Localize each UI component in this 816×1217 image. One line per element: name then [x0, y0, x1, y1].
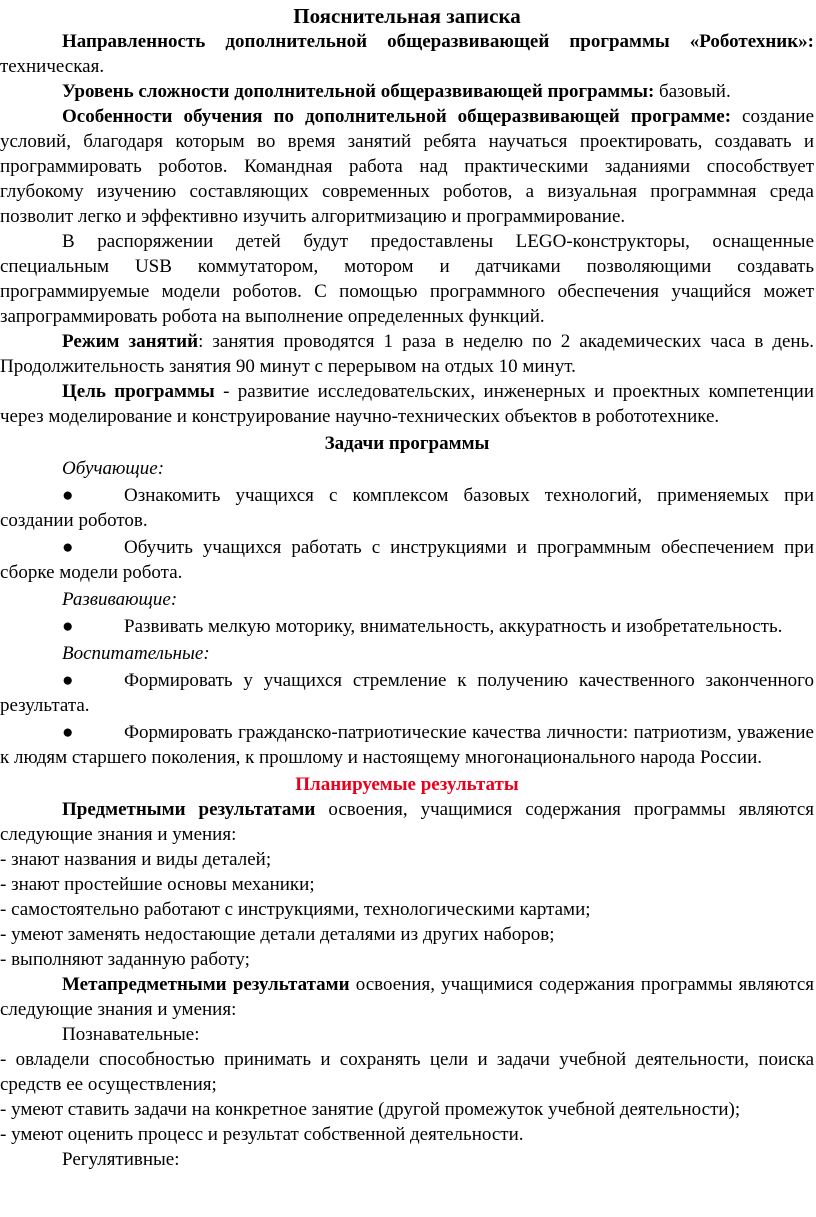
list-item-text: Развивать мелкую моторику, внимательность, аккуратность и изобретательность.: [124, 616, 783, 637]
schedule-paragraph: [0, 329, 814, 379]
direction-value: техническая.: [0, 56, 105, 77]
level-label: Уровень сложности дополнительной общеразвивающей программы:: [62, 81, 655, 102]
goal-text: - развитие исследовательских, инженерных и проектных компетенции через моделирование и конструирование научно-технических объектов в робототехнике.: [0, 381, 814, 427]
schedule-text: : занятия проводятся 1 раза в неделю по 2 академических часа в день. Продолжительность занятия 90 минут с перерывом на отдых 10 минут.: [0, 331, 815, 377]
meta-results-label: Метапредметными результатами: [62, 974, 350, 995]
tasks-heading: Задачи программы: [324, 433, 490, 454]
bullet-icon: ●: [62, 670, 74, 691]
list-item: - знают названия и виды деталей;: [0, 849, 272, 870]
page-title: Пояснительная записка: [293, 4, 521, 28]
list-item: - умеют ставить задачи на конкретное занятие (другой промежуток учебной деятельности);: [0, 1099, 741, 1120]
bullet-icon: ●: [62, 616, 74, 637]
features-paragraph: [0, 104, 814, 229]
direction-label: Направленность дополнительной общеразвивающей программы «Роботехник»:: [62, 31, 814, 52]
list-item-text: Формировать гражданско-патриотические качества личности: патриотизм, уважение к людям старшего поколения, к прошлому и настоящему многонационального народа России.: [0, 722, 814, 768]
level-value: базовый.: [654, 81, 731, 102]
meta-results-text: освоения, учащимися содержания программы являются следующие знания и умения:: [0, 974, 814, 1020]
list-item: [0, 720, 814, 770]
list-item: [0, 483, 814, 533]
teaching-label: Обучающие:: [62, 458, 165, 479]
cognitive-label: Познавательные:: [62, 1024, 200, 1045]
list-item-text: Обучить учащихся работать с инструкциями и программным обеспечением при сборке модели робота.: [0, 537, 814, 583]
goal-paragraph: [0, 379, 814, 429]
bullet-icon: ●: [62, 485, 74, 506]
features-text: создание условий, благодаря которым во время занятий ребята научаться проектировать, создавать и программировать роботов. Командная работа над практическими заданиями способствует глубокому изучению составляющих современных роботов, а визуальная программная среда позволит легко и эффективно изучить алгоритмизацию и программирование.: [0, 106, 814, 227]
level-paragraph: [0, 79, 814, 104]
list-item: [0, 668, 814, 718]
direction-paragraph: [0, 29, 814, 79]
subject-results-paragraph: [0, 797, 814, 847]
list-item: [0, 614, 814, 639]
bullet-icon: ●: [62, 537, 74, 558]
features-label: Особенности обучения по дополнительной общеразвивающей программе:: [62, 106, 732, 127]
subject-results-text: освоения, учащимися содержания программы являются следующие знания и умения:: [0, 799, 814, 845]
regulatory-label: Регулятивные:: [62, 1149, 180, 1170]
list-item: - умеют оценить процесс и результат собственной деятельности.: [0, 1124, 524, 1145]
results-heading: Планируемые результаты: [295, 774, 519, 795]
educational-label: Воспитательные:: [62, 643, 210, 664]
equipment-paragraph: В распоряжении детей будут предоставлены LEGO-конструкторы, оснащенные специальным USB коммутатором, мотором и датчиками позволяющими создавать программируемые модели роботов. С помощью программного обеспечения учащийся может запрограммировать робота на выполнение определенных функций.: [0, 231, 814, 327]
meta-results-paragraph: [0, 972, 814, 1022]
list-item-text: Ознакомить учащихся с комплексом базовых технологий, применяемых при создании роботов.: [0, 485, 814, 531]
list-item-text: Формировать у учащихся стремление к получению качественного законченного результата.: [0, 670, 814, 716]
list-item: - выполняют заданную работу;: [0, 949, 250, 970]
list-item: [0, 535, 814, 585]
subject-results-label: Предметными результатами: [62, 799, 316, 820]
bullet-icon: ●: [62, 722, 74, 743]
schedule-label: Режим занятий: [62, 331, 199, 352]
developing-label: Развивающие:: [62, 589, 178, 610]
list-item: - знают простейшие основы механики;: [0, 874, 315, 895]
goal-label: Цель программы: [62, 381, 215, 402]
list-item: - овладели способностью принимать и сохранять цели и задачи учебной деятельности, поиска средств ее осуществления;: [0, 1049, 814, 1095]
list-item: - умеют заменять недостающие детали деталями из других наборов;: [0, 924, 555, 945]
list-item: - самостоятельно работают с инструкциями, технологическими картами;: [0, 899, 591, 920]
